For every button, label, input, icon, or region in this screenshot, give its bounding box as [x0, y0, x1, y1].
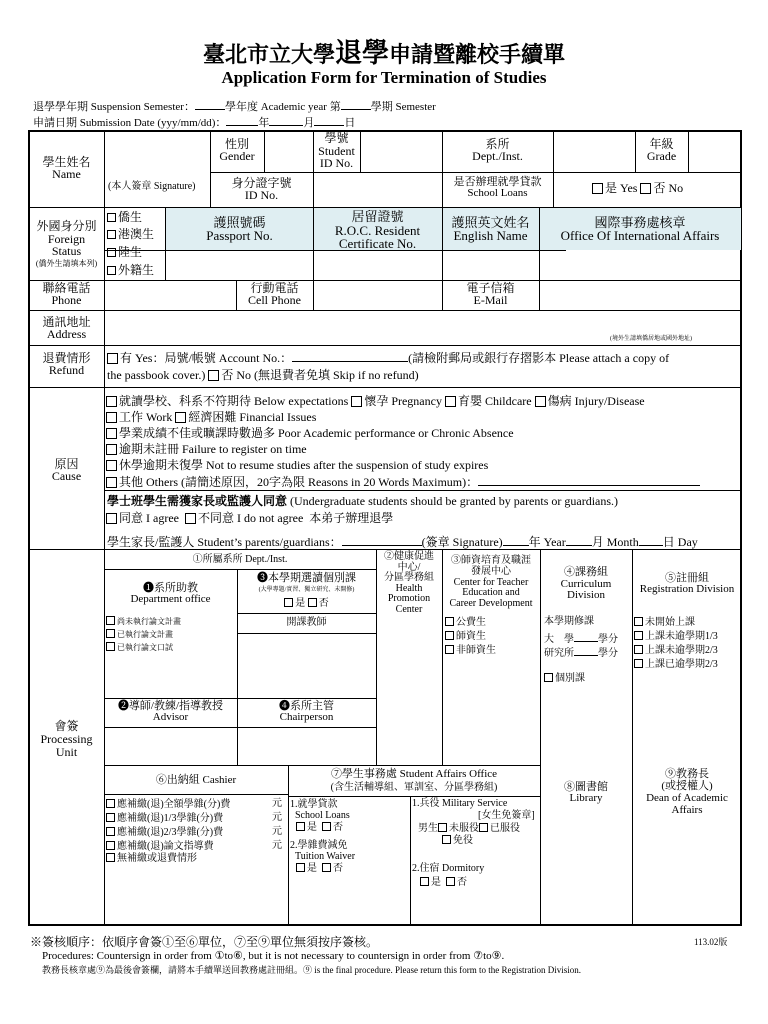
- phone-label: 聯絡電話 Phone: [42, 281, 91, 307]
- address-note: (境外生請填僑居地或國外地址): [610, 336, 692, 342]
- refund-yes-checkbox[interactable]: [107, 353, 118, 364]
- cashier-unit-4: 元: [272, 840, 282, 851]
- cause-line-4: 逾期未註冊 Failure to register on time: [106, 443, 307, 455]
- dept-office-label: ❶系所助教 Department office: [130, 582, 211, 605]
- address-label: 通訊地址 Address: [42, 315, 91, 341]
- email-label: 電子信箱 E-Mail: [466, 281, 515, 307]
- title-zh-post: 申請暨離校手續單: [389, 42, 566, 67]
- refund-line-1: 有 Yes：局號/帳號 Account No.： (請檢附郵局或銀行存摺影本 Please attach a copy of: [107, 351, 669, 364]
- agree-checkbox[interactable]: [106, 513, 117, 524]
- dormitory-label: 2.住宿 Dormitory: [412, 863, 485, 874]
- refund-label: 退費情形 Refund: [42, 351, 91, 377]
- id-no-label: 身分證字號 ID No.: [231, 176, 292, 202]
- military-female-note: [女生免簽章]: [478, 810, 535, 821]
- footer-line-3: 教務長核章處⑨為最後會簽欄，請將本手續單送回教務處註冊組。⑨ is the final procedure. Please return this form to the Registration Division.: [42, 965, 581, 975]
- curriculum-individual: 個別課: [544, 673, 585, 684]
- foreign-option-4: 外籍生: [107, 264, 154, 276]
- chairperson-label: ❹系所主管 Chairperson: [279, 700, 334, 723]
- gender-label: 性別 Gender: [219, 137, 255, 163]
- cause-line-3: 學業成績不佳或曠課時數過多 Poor Academic performance or Chronic Absence: [106, 427, 514, 439]
- curriculum-label: ④課務組 Curriculum Division: [560, 566, 612, 602]
- course-teacher-label: 開課教師: [286, 617, 327, 628]
- cashier-header: ⑥出納組 Cashier: [155, 774, 237, 786]
- ctedc-option-1: 公費生: [445, 617, 486, 628]
- refund-line-2: the passbook cover.) 否 No (無退費者免填 Skip if no refund): [107, 368, 419, 382]
- refund-no-checkbox[interactable]: [208, 370, 219, 381]
- cashier-item-4: 應補繳(退)論文指導費: [106, 841, 214, 852]
- registration-option-1: 未開始上課: [634, 617, 695, 628]
- registration-option-4: 上課已逾學期2/3: [634, 659, 718, 670]
- cashier-item-1: 應補繳(退)全額學雜(分)費: [106, 799, 230, 810]
- cause-line-5: 休學逾期未復學 Not to resume studies after the suspension of study expires: [106, 459, 488, 471]
- school-loans-options: 是 Yes 否 No: [592, 182, 683, 194]
- name-label: 學生姓名 Name: [42, 155, 91, 181]
- individual-course-label: ❸本學期選讀個別課: [257, 572, 356, 584]
- foreign-option-2: 港澳生: [107, 228, 154, 240]
- passport-label: 護照號碼 Passport No.: [206, 215, 273, 243]
- page-title-en: Application Form for Termination of Studies: [221, 68, 547, 87]
- title-zh-big: 退學: [335, 38, 389, 68]
- signature-label: (本人簽章 Signature): [108, 181, 196, 192]
- cell-phone-label: 行動電話 Cell Phone: [248, 281, 301, 307]
- curriculum-credits-title: 本學期修課: [544, 616, 594, 627]
- foreign-note: (僑外生請填本列): [35, 259, 98, 268]
- loan-no-checkbox[interactable]: [640, 183, 651, 194]
- advisor-label: ❷導師/教練/指導教授 Advisor: [117, 700, 224, 723]
- foreign-option-3: 陸生: [107, 246, 142, 258]
- student-affairs-note: (含生活輔導組、軍訓室、分區學務組): [330, 782, 498, 793]
- ctedc-option-2: 師資生: [445, 631, 486, 642]
- thesis-option-2: 已執行論文計畫: [106, 629, 173, 639]
- foreign-option-1: 僑生: [107, 211, 142, 223]
- form-version: 113.02版: [694, 937, 728, 947]
- ctedc-label: ③師資培育及職涯 發展中心 Center for Teacher Education and Career Development: [449, 555, 533, 610]
- registration-label: ⑤註冊組 Registration Division: [639, 572, 735, 595]
- ctedc-option-3: 非師資生: [445, 645, 496, 656]
- dept-label: 系所 Dept./Inst.: [472, 137, 523, 163]
- semester-line: 退學學年期 Suspension Semester： 學年度 Academic year 第 學期 Semester: [33, 101, 436, 113]
- health-center-label: ②健康促進 中心/ 分區學務組 Health Promotion Center: [384, 551, 434, 615]
- cashier-unit-2: 元: [272, 812, 282, 823]
- english-name-label: 護照英文姓名 English Name: [451, 215, 530, 243]
- military-exempt: 免役: [442, 835, 473, 846]
- cause-label: 原因 Cause: [51, 457, 82, 483]
- military-options: 男生 未服役 已服役: [418, 823, 520, 834]
- date-line: 申請日期 Submission Date (yyy/mm/dd)： 年 月 日: [33, 117, 356, 129]
- thesis-option-3: 已執行論文口試: [106, 642, 173, 652]
- disagree-checkbox[interactable]: [185, 513, 196, 524]
- cashier-unit-1: 元: [272, 798, 282, 809]
- loan-section-label: 1.就學貸款 School Loans: [290, 799, 350, 821]
- loan-yes-checkbox[interactable]: [592, 183, 603, 194]
- cashier-item-3: 應補繳(退)2/3學雜(分)費: [106, 827, 223, 838]
- student-affairs-header: ⑦學生事務處 Student Affairs Office: [330, 768, 498, 780]
- registration-option-2: 上課未逾學期1/3: [634, 631, 718, 642]
- individual-course-note: (大學專題/實習、獨立研究、未開修): [258, 587, 355, 593]
- curriculum-undergrad-credits: 大 學 學分: [544, 631, 618, 645]
- registration-option-3: 上課未逾學期2/3: [634, 645, 718, 656]
- cashier-item-2: 應補繳(退)1/3學雜(分)費: [106, 813, 223, 824]
- cause-line-6: 其他 Others (請簡述原因，20字為限 Reasons in 20 Words Maximum)：: [106, 475, 700, 488]
- cause-line-2: 工作 Work 經濟困難 Financial Issues: [106, 411, 316, 423]
- thesis-option-1: 尚未執行論文計畫: [106, 616, 181, 626]
- loan-section-options: 是 否: [296, 822, 343, 833]
- oia-label: 國際事務處核章 Office Of International Affairs: [560, 215, 720, 243]
- curriculum-grad-credits: 研究所 學分: [544, 645, 618, 659]
- title-zh-pre: 臺北市立大學: [202, 42, 335, 67]
- dept-inst-header: ①所屬系所 Dept./Inst.: [192, 554, 288, 565]
- cause-line-1: 就讀學校、科系不符期待 Below expectations 懷孕 Pregnancy 育嬰 Childcare 傷病 Injury/Disease: [106, 395, 645, 407]
- processing-label: 會簽 Processing Unit: [40, 719, 93, 760]
- military-label: 1.兵役 Military Service: [412, 798, 508, 809]
- consent-options: 同意 I agree 不同意 I do not agree 本弟子辦理退學: [106, 512, 393, 524]
- footer-line-1: ※簽核順序：依順序會簽①至⑥單位，⑦至⑨單位無須按序簽核。: [30, 935, 379, 949]
- student-id-label: 學號 Student ID No.: [318, 131, 355, 171]
- library-label: ⑧圖書館 Library: [564, 781, 608, 804]
- individual-course-options: 是 否: [237, 598, 376, 609]
- arc-label: 居留證號 R.O.C. Resident Certificate No.: [334, 209, 421, 252]
- waiver-section-label: 2.學雜費減免 Tuition Waiver: [290, 840, 356, 862]
- waiver-section-options: 是 否: [296, 863, 343, 874]
- grade-label: 年級 Grade: [646, 137, 677, 163]
- footer-line-2: Procedures: Countersign in order from ①to⑥, but it is not necessary to countersign in order from ⑦to⑨.: [42, 950, 505, 962]
- page-title: [0, 40, 768, 67]
- foreign-status-label: 外國身分別 Foreign Status: [36, 219, 97, 259]
- cashier-unit-3: 元: [272, 826, 282, 837]
- consent-title: 學士班學生需獲家長或監護人同意 (Undergraduate students should be granted by parents or guardians.): [107, 494, 619, 508]
- cashier-item-5: 無補繳或退費情形: [106, 853, 197, 864]
- dean-label: ⑨教務長 (或授權人) Dean of Academic Affairs: [646, 768, 728, 816]
- school-loans-label: 是否辦理就學貸款 School Loans: [453, 176, 542, 199]
- dormitory-options: 是 否: [420, 877, 467, 888]
- parent-signature-line: 學生家長/監護人 Student’s parents/guardians： (簽章 Signature) 年 Year 月 Month 日 Day: [107, 535, 698, 549]
